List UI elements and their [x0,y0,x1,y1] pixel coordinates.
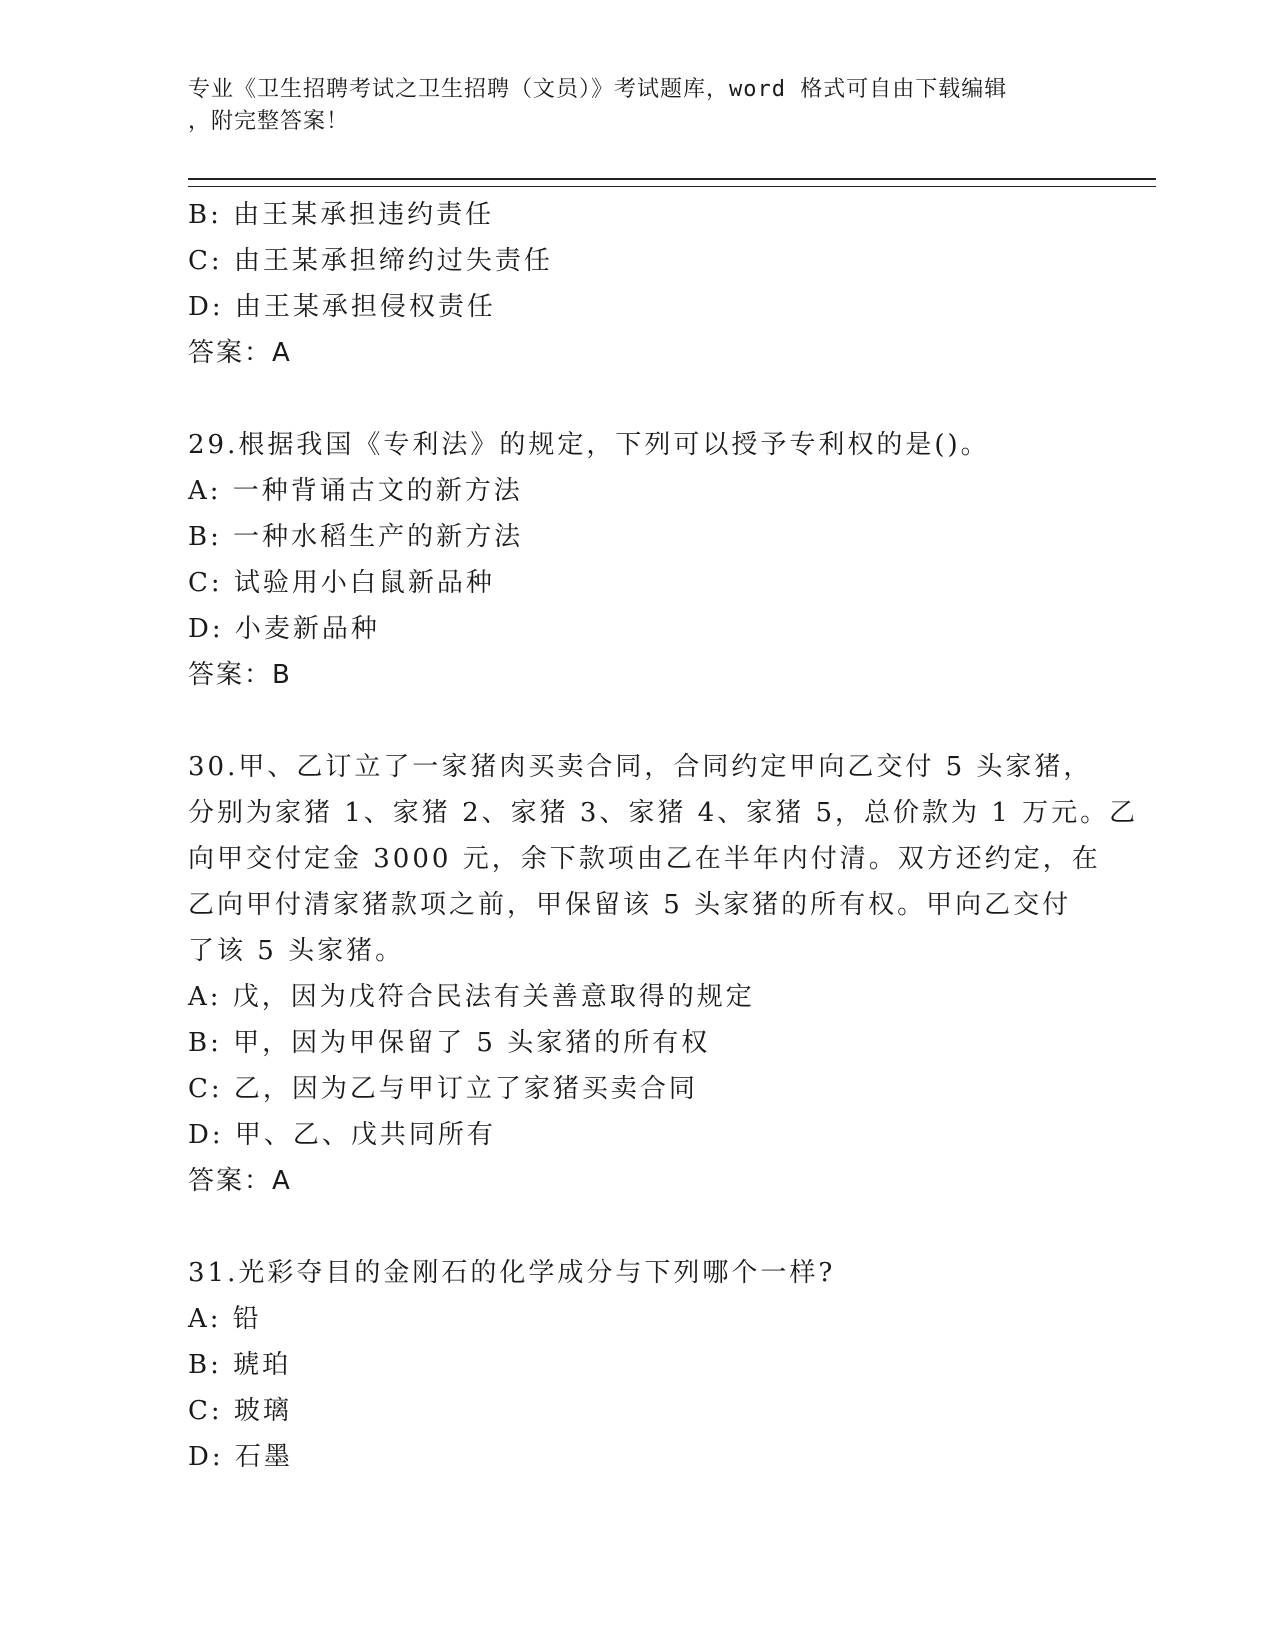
answer-line: 答案：B [188,660,292,690]
spacer [188,698,1088,744]
header-divider [188,178,1156,187]
option-b: B: 琥珀 [188,1350,292,1380]
option-a: A: 铅 [188,1304,262,1334]
spacer [188,1204,1088,1250]
option-d: D: 甲、乙、戊共同所有 [188,1120,496,1150]
question-stem-line: 了该 5 头家猪。 [188,936,405,966]
option-b: B: 一种水稻生产的新方法 [188,522,524,552]
question-28-tail [188,192,1088,376]
answer-line: 答案：A [188,338,292,368]
question-body [188,192,1139,1480]
question-stem-line: 向甲交付定金 3000 元，余下款项由乙在半年内付清。双方还约定，在 [188,844,1101,874]
option-d: D: 石墨 [188,1442,293,1472]
question-29 [188,422,1088,698]
option-a: A: 一种背诵古文的新方法 [188,476,523,506]
question-stem-line: 分别为家猪 1、家猪 2、家猪 3、家猪 4、家猪 5，总价款为 1 万元。乙 [188,798,1139,828]
option-b: B: 甲，因为甲保留了 5 头家猪的所有权 [188,1028,711,1058]
header-line-2: ，附完整答案！ [188,109,350,134]
question-stem: 31.光彩夺目的金刚石的化学成分与下列哪个一样? [188,1258,836,1288]
option-a: A: 戊，因为戊符合民法有关善意取得的规定 [188,982,755,1012]
header-line-1: 专业《卫生招聘考试之卫生招聘（文员）》考试题库，word 格式可自由下载编辑 [188,77,1008,102]
question-30 [188,744,1139,1204]
spacer [188,376,1088,422]
option-c: C: 试验用小白鼠新品种 [188,568,495,598]
answer-line: 答案：A [188,1166,292,1196]
option-d: D: 由王某承担侵权责任 [188,292,496,322]
option-c: C: 由王某承担缔约过失责任 [188,246,553,276]
question-stem: 29.根据我国《专利法》的规定，下列可以授予专利权的是()。 [188,430,990,460]
option-b: B: 由王某承担违约责任 [188,200,495,230]
page-header [188,74,1088,138]
question-stem-line: 乙向甲付清家猪款项之前，甲保留该 5 头家猪的所有权。甲向乙交付 [188,890,1072,920]
option-c: C: 玻璃 [188,1396,292,1426]
option-d: D: 小麦新品种 [188,614,380,644]
question-stem-line: 30.甲、乙订立了一家猪肉买卖合同，合同约定甲向乙交付 5 头家猪， [188,752,1093,782]
question-31 [188,1250,1088,1480]
option-c: C: 乙，因为乙与甲订立了家猪买卖合同 [188,1074,698,1104]
